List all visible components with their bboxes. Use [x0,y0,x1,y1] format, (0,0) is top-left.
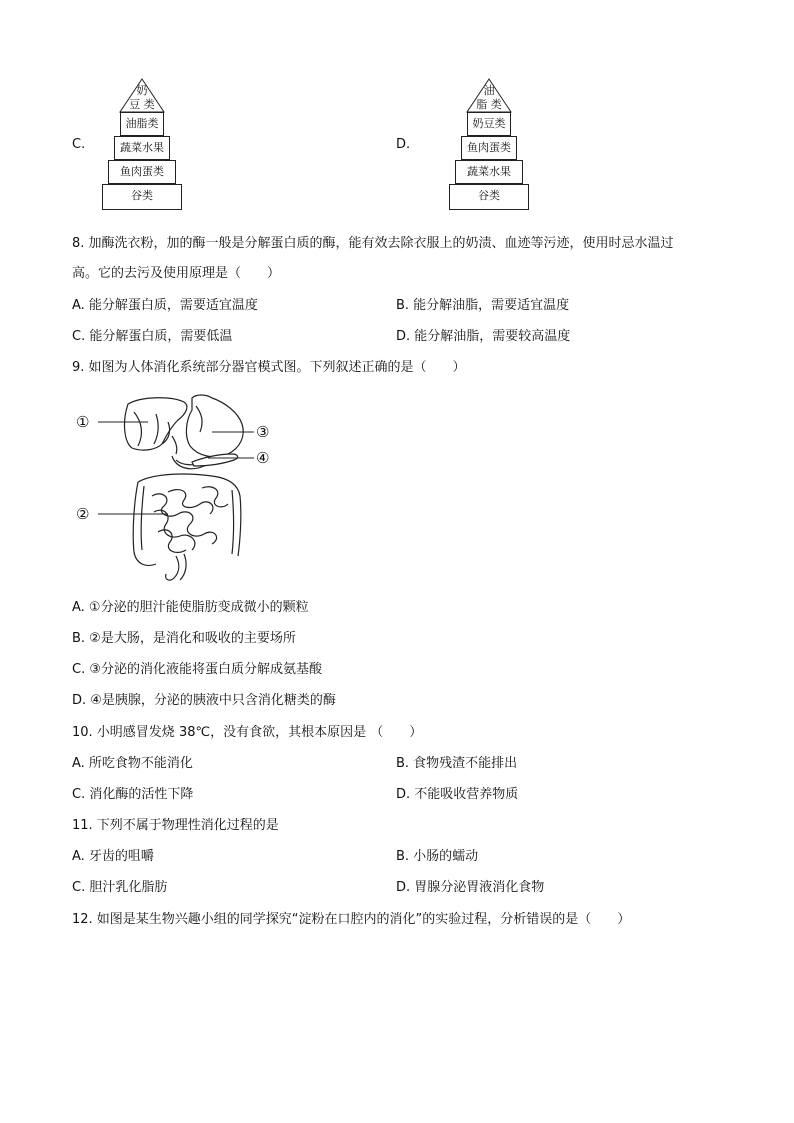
q9-stem: 9. 如图为人体消化系统部分器官模式图。下列叙述正确的是（ ） [72,360,466,375]
q12-stem: 12. 如图是某生物兴趣小组的同学探究“淀粉在口腔内的消化”的实验过程，分析错误的是（ ） [72,912,631,927]
pyramid-d-tier-grain: 谷类 [449,184,529,210]
q10-option-d: D. 不能吸收营养物质 [396,787,519,802]
pyramid-d-apex-line2: 脂 类 [476,98,502,111]
q9-option-a: A. ①分泌的胆汁能使脂肪变成微小的颗粒 [72,600,309,615]
q8-option-c: C. 能分解蛋白质，需要低温 [72,329,233,344]
pyramid-c-tier-meat: 鱼肉蛋类 [108,160,176,184]
q11-stem: 11. 下列不属于物理性消化过程的是 [72,818,279,833]
q8-stem-line2: 高。它的去污及使用原理是（ ） [72,266,281,281]
pyramid-d-tier-dairy: 奶豆类 [467,112,511,136]
digestive-organs-drawing [72,392,282,584]
pyramid-c-tier-oil: 油脂类 [120,112,164,136]
q10-stem: 10. 小明感冒发烧 38℃，没有食欲，其根本原因是 （ ） [72,725,423,740]
q8-option-a: A. 能分解蛋白质，需要适宜温度 [72,298,258,313]
q9-option-c: C. ③分泌的消化液能将蛋白质分解成氨基酸 [72,662,322,677]
option-d-letter: D. [396,137,411,152]
q8-option-b: B. 能分解油脂，需要适宜温度 [396,298,570,313]
q10-option-c: C. 消化酶的活性下降 [72,787,194,802]
q11-option-d: D. 胃腺分泌胃液消化食物 [396,880,545,895]
q11-option-c: C. 胆汁乳化脂肪 [72,880,168,895]
food-pyramid-d [447,78,531,212]
label-3-stomach: ③ [256,423,270,441]
q11-option-b: B. 小肠的蠕动 [396,849,479,864]
pyramid-d-apex-line1: 油 [483,84,495,97]
pyramid-d-tier-veg: 蔬菜水果 [455,160,523,184]
q11-option-a: A. 牙齿的咀嚼 [72,849,154,864]
food-pyramid-c [100,78,184,212]
q9-option-d: D. ④是胰腺，分泌的胰液中只含消化糖类的酶 [72,693,336,708]
q8-option-d: D. 能分解油脂，需要较高温度 [396,329,571,344]
pyramid-c-tier-veg: 蔬菜水果 [114,136,170,160]
q8-stem-line1: 8. 加酶洗衣粉，加的酶一般是分解蛋白质的酶，能有效去除衣服上的奶渍、血迹等污迹，使用时忌水温过 [72,236,674,251]
q10-option-b: B. 食物残渣不能排出 [396,756,518,771]
pyramid-c-tier-grain: 谷类 [102,184,182,210]
q9-option-b: B. ②是大肠，是消化和吸收的主要场所 [72,631,296,646]
label-4-pancreas: ④ [256,449,270,467]
option-c-letter: C. [72,137,86,152]
label-2-intestine: ② [76,505,90,523]
label-1-liver: ① [76,413,90,431]
pyramid-c-apex-line1: 奶 [136,84,148,97]
pyramid-d-tier-meat: 鱼肉蛋类 [461,136,517,160]
digestive-system-diagram [72,392,282,584]
pyramid-c-apex-line2: 豆 类 [129,98,155,111]
q10-option-a: A. 所吃食物不能消化 [72,756,193,771]
